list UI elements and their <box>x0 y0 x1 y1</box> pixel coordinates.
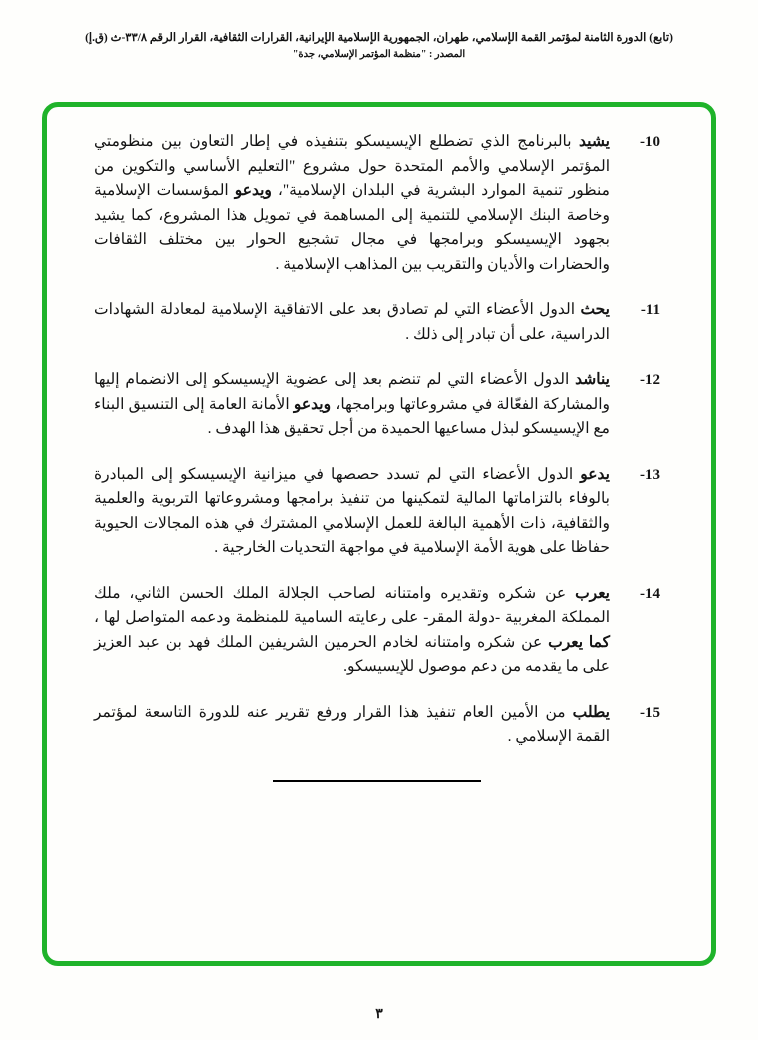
item-text <box>94 582 610 680</box>
item-text-segment: الدول الأعضاء التي لم تسدد حصصها في ميزانية الإيسيسكو إلى المبادرة بالوفاء بالتزاماتها المالية لتمكينها من تنفيذ برامجها ومشروعاتها التربوية والعلمية والثقافية، ذات الأهمية البالغة للعمل الإسلامي المشترك في هذه المجالات الحيوية حفاظا على هوية الأمة الإسلامية في مواجهة التحديات الخارجية . <box>94 465 610 556</box>
item-text <box>94 298 610 347</box>
item-text <box>94 130 610 277</box>
item-number: -14 <box>640 585 660 602</box>
item-lead-word: يعرب <box>575 584 610 602</box>
item-number: -12 <box>640 372 660 388</box>
divider-line <box>273 780 481 782</box>
item-text <box>94 701 610 750</box>
resolution-item-14 <box>94 582 660 680</box>
item-text-segment: عن شكره وتقديره وامتنانه لصاحب الجلالة الملك الحسن الثاني، ملك المملكة المغربية -دولة المقر- على رعايته السامية للمنظمة ودعمه المتواصل لها ، <box>94 584 610 626</box>
item-text-segment: الأمانة العامة إلى التنسيق البناء مع الإيسيسكو لبذل مساعيها الحميدة من أجل تحقيق هذا الهدف . <box>94 395 610 437</box>
item-lead-word: يحث <box>580 301 610 318</box>
header-title: (تابع) الدورة الثامنة لمؤتمر القمة الإسلامي، طهران، الجمهورية الإسلامية الإيرانية، القرارات الثقافية، القرار الرقم ٣٣/٨-ث (ق.إ) <box>85 32 673 44</box>
item-number: -13 <box>640 466 660 483</box>
item-bold-word: كما يعرب <box>548 633 610 651</box>
item-text <box>94 463 610 561</box>
item-number: -15 <box>640 704 660 721</box>
item-lead-word: يدعو <box>580 465 610 483</box>
item-lead-word: يناشد <box>575 371 610 388</box>
item-text-segment: بالبرنامج الذي تضطلع الإيسيسكو بتنفيذه في إطار التعاون بين منظومتي المؤتمر الإسلامي والأمم المتحدة حول مشروع "التعليم الأساسي والتكوين من منظور تنمية الموارد البشرية في البلدان الإسلامية"، <box>94 133 610 199</box>
item-text-segment: الدول الأعضاء التي لم تصادق بعد على الاتفاقية الإسلامية لمعادلة الشهادات الدراسية، على أن تبادر إلى ذلك . <box>94 301 610 343</box>
header-source: المصدر : "منظمة المؤتمر الإسلامي، جدة" <box>292 49 466 60</box>
item-lead-word: يطلب <box>572 703 610 721</box>
resolution-item-10 <box>94 130 660 277</box>
page-number: ٣ <box>375 1007 383 1022</box>
item-bold-word: ويدعو <box>293 395 332 413</box>
item-text-segment: الدول الأعضاء التي لم تنضم بعد إلى عضوية الإيسيسكو إلى الانضمام إليها والمشاركة الفعّالة في مشروعاتها وبرامجها، <box>94 371 610 413</box>
item-text-segment: من الأمين العام تنفيذ هذا القرار ورفع تقرير عنه للدورة التاسعة لمؤتمر القمة الإسلامي . <box>94 703 610 745</box>
resolution-item-15 <box>94 701 660 750</box>
item-number: -11 <box>640 302 660 318</box>
item-bold-word: ويدعو <box>234 182 272 199</box>
item-text-segment: عن شكره وامتنانه لخادم الحرمين الشريفين الملك فهد بن عبد العزيز على ما يقدمه من دعم موصول للإيسيسكو. <box>94 633 610 675</box>
resolution-body <box>94 130 660 782</box>
resolution-item-12 <box>94 368 660 442</box>
page-header <box>0 30 758 60</box>
resolution-item-11 <box>94 298 660 347</box>
item-lead-word: يشيد <box>579 133 610 150</box>
item-text <box>94 368 610 442</box>
resolution-item-13 <box>94 463 660 561</box>
item-text-segment: المؤسسات الإسلامية وخاصة البنك الإسلامي للتنمية إلى المساهمة في تمويل هذا المشروع، كما يشيد بجهود الإيسيسكو وبرامجها في مجال تشجيع الحوار بين مختلف الثقافات والحضارات والأديان والتقريب بين المذاهب الإسلامية . <box>94 182 610 273</box>
item-number: -10 <box>640 134 660 150</box>
